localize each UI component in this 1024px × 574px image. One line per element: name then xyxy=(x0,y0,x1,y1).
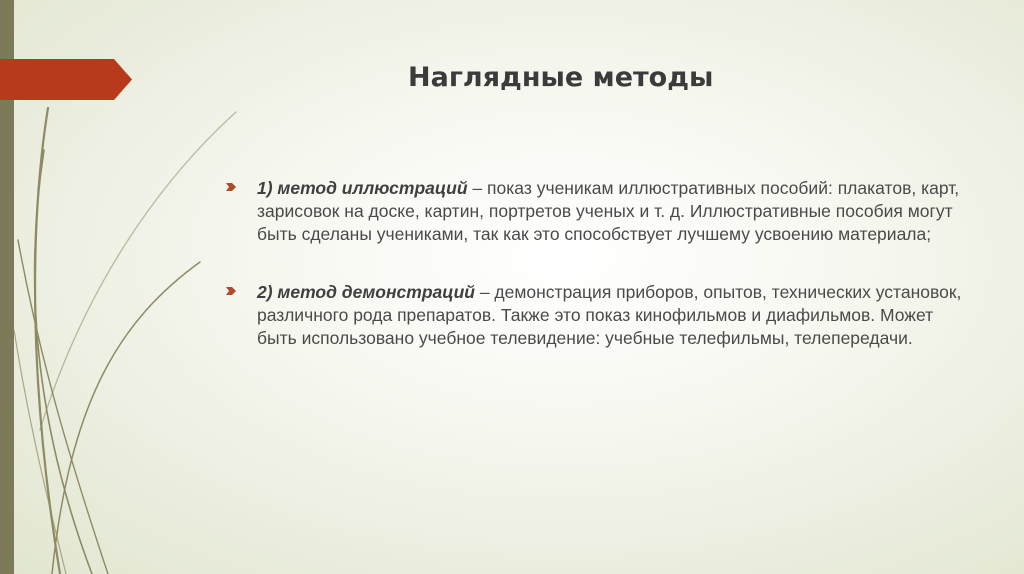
bullet-item xyxy=(226,281,966,350)
bullet-description: – показ ученикам иллюстративных пособий: плакатов, карт, зарисовок на доске, картин, портретов ученых и т. д. Иллюстративные пособия могут быть сделаны учениками, так как это способствует лучшему усвоению материала; xyxy=(257,178,960,244)
bullet-text xyxy=(257,281,966,350)
bullet-arrow-icon xyxy=(226,182,236,192)
bullet-item xyxy=(226,177,966,246)
bullet-term: 2) метод демонстраций xyxy=(257,282,475,302)
slide-title: Наглядные методы xyxy=(408,62,714,93)
bullet-list xyxy=(226,177,966,385)
bullet-text xyxy=(257,177,966,246)
title-accent-arrow xyxy=(0,59,132,100)
bullet-description: – демонстрация приборов, опытов, технических установок, различного рода препаратов. Также это показ кинофильмов и диафильмов. Может быть использовано учебное телевидение: учебные телефильмы, телепередачи. xyxy=(257,282,962,348)
bullet-arrow-icon xyxy=(226,286,236,296)
bullet-term: 1) метод иллюстраций xyxy=(257,178,468,198)
